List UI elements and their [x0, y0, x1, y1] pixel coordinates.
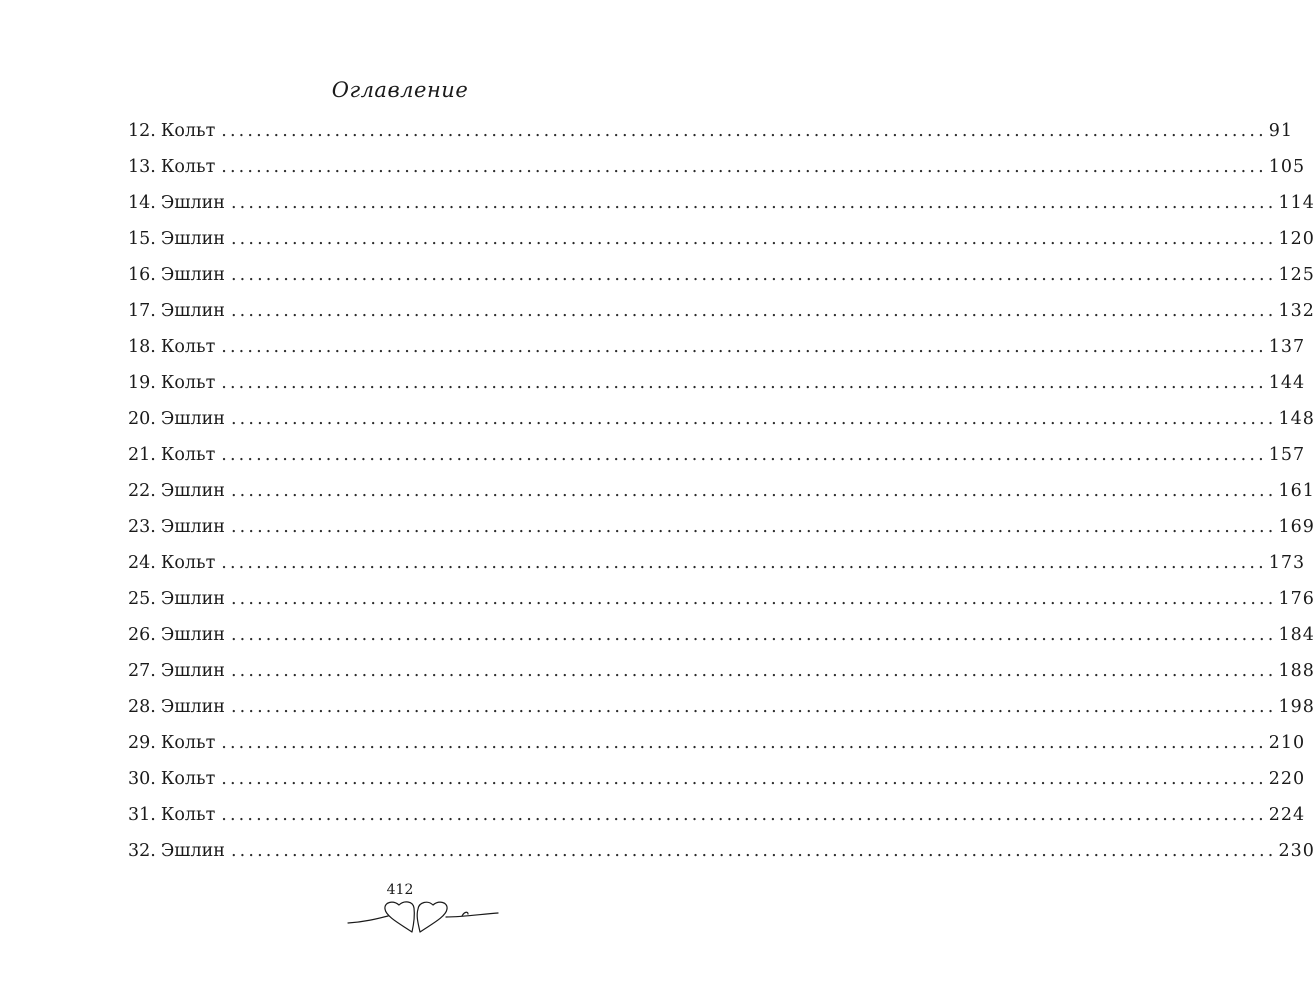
toc-entry: [128, 694, 1315, 730]
chapter-page-number: 220: [1268, 769, 1306, 789]
chapter-number: 30.: [128, 769, 156, 789]
chapter-page-number: 120: [1278, 229, 1315, 249]
chapter-title: Эшлин: [160, 697, 225, 717]
chapter-title: Кольт: [160, 805, 216, 825]
chapter-page-number: 105: [1268, 157, 1306, 177]
chapter-title: Кольт: [160, 373, 216, 393]
dot-leader: ........................................................................................................................: [230, 481, 1277, 501]
table-of-contents: [128, 118, 1315, 874]
chapter-number: 12.: [128, 121, 156, 141]
toc-entry: [128, 154, 1306, 190]
dot-leader: ........................................................................................................................: [230, 229, 1277, 249]
chapter-page-number: 173: [1268, 553, 1306, 573]
toc-entry: [128, 406, 1315, 442]
toc-entry: [128, 658, 1315, 694]
chapter-number: 18.: [128, 337, 156, 357]
toc-entry: [128, 622, 1315, 658]
toc-entry: [128, 478, 1315, 514]
chapter-title: Эшлин: [160, 481, 225, 501]
dot-leader: ........................................................................................................................: [230, 193, 1277, 213]
dot-leader: ........................................................................................................................: [230, 697, 1277, 717]
chapter-number: 27.: [128, 661, 156, 681]
chapter-page-number: 161: [1278, 481, 1315, 501]
intertwined-hearts-icon: [346, 895, 500, 939]
chapter-page-number: 91: [1268, 121, 1294, 141]
chapter-number: 16.: [128, 265, 156, 285]
dot-leader: ........................................................................................................................: [221, 337, 1267, 357]
chapter-page-number: 137: [1268, 337, 1306, 357]
toc-entry: [128, 370, 1306, 406]
chapter-number: 15.: [128, 229, 156, 249]
chapter-number: 32.: [128, 841, 156, 861]
chapter-number: 17.: [128, 301, 156, 321]
page-number: 412: [386, 882, 414, 898]
chapter-number: 22.: [128, 481, 156, 501]
chapter-page-number: 125: [1278, 265, 1315, 285]
chapter-page-number: 230: [1278, 841, 1315, 861]
toc-entry: [128, 262, 1315, 298]
toc-entry: [128, 730, 1306, 766]
chapter-number: 31.: [128, 805, 156, 825]
chapter-page-number: 176: [1278, 589, 1315, 609]
chapter-page-number: 188: [1278, 661, 1315, 681]
chapter-title: Эшлин: [160, 589, 225, 609]
toc-entry: [128, 226, 1315, 262]
chapter-page-number: 144: [1268, 373, 1306, 393]
toc-entry: [128, 118, 1294, 154]
toc-entry: [128, 550, 1306, 586]
chapter-number: 29.: [128, 733, 156, 753]
dot-leader: ........................................................................................................................: [230, 589, 1277, 609]
dot-leader: ........................................................................................................................: [221, 553, 1267, 573]
chapter-number: 14.: [128, 193, 156, 213]
chapter-page-number: 169: [1278, 517, 1315, 537]
chapter-title: Кольт: [160, 769, 216, 789]
chapter-title: Эшлин: [160, 625, 225, 645]
dot-leader: ........................................................................................................................: [221, 157, 1267, 177]
chapter-number: 19.: [128, 373, 156, 393]
dot-leader: ........................................................................................................................: [230, 661, 1277, 681]
chapter-number: 20.: [128, 409, 156, 429]
chapter-title: Эшлин: [160, 517, 225, 537]
toc-entry: [128, 298, 1315, 334]
dot-leader: ........................................................................................................................: [230, 517, 1277, 537]
dot-leader: ........................................................................................................................: [221, 769, 1267, 789]
chapter-title: Кольт: [160, 733, 216, 753]
toc-entry: [128, 586, 1315, 622]
dot-leader: ........................................................................................................................: [221, 805, 1267, 825]
page-title: Оглавление: [331, 78, 469, 102]
chapter-title: Эшлин: [160, 409, 225, 429]
chapter-title: Эшлин: [160, 841, 225, 861]
chapter-page-number: 224: [1268, 805, 1306, 825]
dot-leader: ........................................................................................................................: [230, 625, 1277, 645]
chapter-number: 26.: [128, 625, 156, 645]
chapter-title: Кольт: [160, 337, 216, 357]
chapter-title: Эшлин: [160, 265, 225, 285]
toc-entry: [128, 514, 1315, 550]
chapter-title: Кольт: [160, 445, 216, 465]
chapter-number: 28.: [128, 697, 156, 717]
chapter-title: Эшлин: [160, 193, 225, 213]
toc-entry: [128, 802, 1306, 838]
toc-entry: [128, 838, 1315, 874]
chapter-page-number: 114: [1278, 193, 1315, 213]
dot-leader: ........................................................................................................................: [221, 445, 1267, 465]
toc-entry: [128, 442, 1306, 478]
dot-leader: ........................................................................................................................: [230, 265, 1277, 285]
chapter-title: Эшлин: [160, 661, 225, 681]
toc-entry: [128, 334, 1306, 370]
chapter-page-number: 157: [1268, 445, 1306, 465]
chapter-title: Кольт: [160, 121, 216, 141]
chapter-page-number: 184: [1278, 625, 1315, 645]
dot-leader: ........................................................................................................................: [230, 409, 1277, 429]
chapter-title: Кольт: [160, 553, 216, 573]
dot-leader: ........................................................................................................................: [221, 373, 1267, 393]
chapter-number: 13.: [128, 157, 156, 177]
chapter-number: 21.: [128, 445, 156, 465]
dot-leader: ........................................................................................................................: [230, 301, 1277, 321]
chapter-page-number: 148: [1278, 409, 1315, 429]
dot-leader: ........................................................................................................................: [221, 121, 1267, 141]
chapter-title: Эшлин: [160, 301, 225, 321]
dot-leader: ........................................................................................................................: [221, 733, 1267, 753]
chapter-page-number: 210: [1268, 733, 1306, 753]
chapter-number: 23.: [128, 517, 156, 537]
chapter-page-number: 132: [1278, 301, 1315, 321]
toc-entry: [128, 766, 1306, 802]
chapter-page-number: 198: [1278, 697, 1315, 717]
chapter-number: 25.: [128, 589, 156, 609]
chapter-number: 24.: [128, 553, 156, 573]
chapter-title: Эшлин: [160, 229, 225, 249]
dot-leader: ........................................................................................................................: [230, 841, 1277, 861]
chapter-title: Кольт: [160, 157, 216, 177]
toc-entry: [128, 190, 1315, 226]
